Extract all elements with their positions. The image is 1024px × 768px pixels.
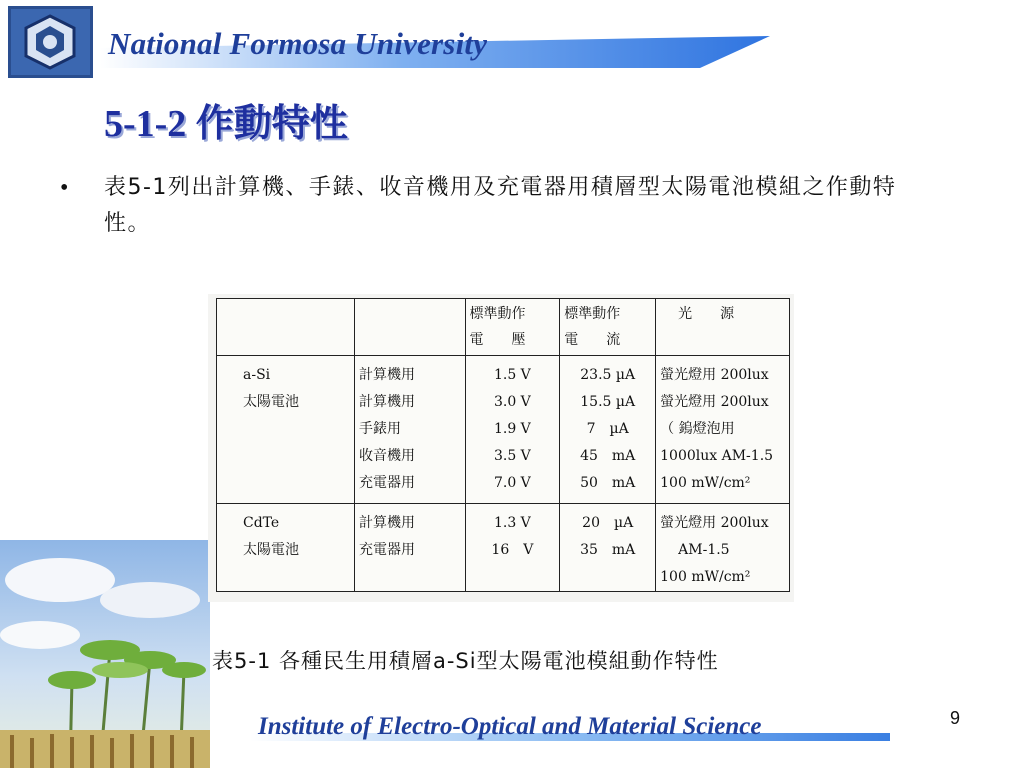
cell-apps-cdte: 計算機用 充電器用 bbox=[355, 504, 466, 592]
bullet-text: 表5-1列出計算機、手錶、收音機用及充電器用積層型太陽電池模組之作動特性。 bbox=[104, 175, 897, 236]
table-row bbox=[217, 504, 790, 592]
spec-table-image bbox=[208, 294, 794, 602]
cell-currents-cdte: 20 µA 35 mA bbox=[560, 504, 656, 592]
footer-institute: Institute of Electro-Optical and Material Science bbox=[258, 713, 762, 740]
cell-apps-asi: 計算機用 計算機用 手錶用 收音機用 充電器用 bbox=[355, 356, 466, 504]
university-name: National Formosa University bbox=[108, 26, 488, 61]
table-row bbox=[217, 356, 790, 504]
header-current: 標準動作 電 流 bbox=[560, 299, 656, 356]
cell-currents-asi: 23.5 µA 15.5 µA 7 µA 45 mA 50 mA bbox=[560, 356, 656, 504]
cell-type-asi: a-Si 太陽電池 bbox=[217, 356, 355, 504]
cell-voltages-cdte: 1.3 V 16 V bbox=[465, 504, 560, 592]
university-logo bbox=[8, 6, 93, 78]
table-header-row bbox=[217, 299, 790, 356]
palm-tree-photo bbox=[0, 540, 210, 768]
cell-light-asi: 螢光燈用 200lux 螢光燈用 200lux （ 鎢燈泡用 1000lux AM-1.5 100 mW/cm² bbox=[656, 356, 790, 504]
cell-type-cdte: CdTe 太陽電池 bbox=[217, 504, 355, 592]
cell-voltages-asi: 1.5 V 3.0 V 1.9 V 3.5 V 7.0 V bbox=[465, 356, 560, 504]
page-number: 9 bbox=[950, 708, 961, 728]
slide-title: 5-1-2 作動特性 bbox=[104, 103, 348, 145]
table-caption: 表5-1 各種民生用積層a-Si型太陽電池模組動作特性 bbox=[212, 649, 719, 673]
header-application bbox=[355, 299, 466, 356]
header-type bbox=[217, 299, 355, 356]
header-light-source: 光 源 bbox=[656, 299, 790, 356]
cell-light-cdte: 螢光燈用 200lux AM-1.5 100 mW/cm² bbox=[656, 504, 790, 592]
spec-table bbox=[216, 298, 790, 592]
bullet-symbol: • bbox=[60, 175, 69, 201]
header-voltage: 標準動作 電 壓 bbox=[465, 299, 560, 356]
